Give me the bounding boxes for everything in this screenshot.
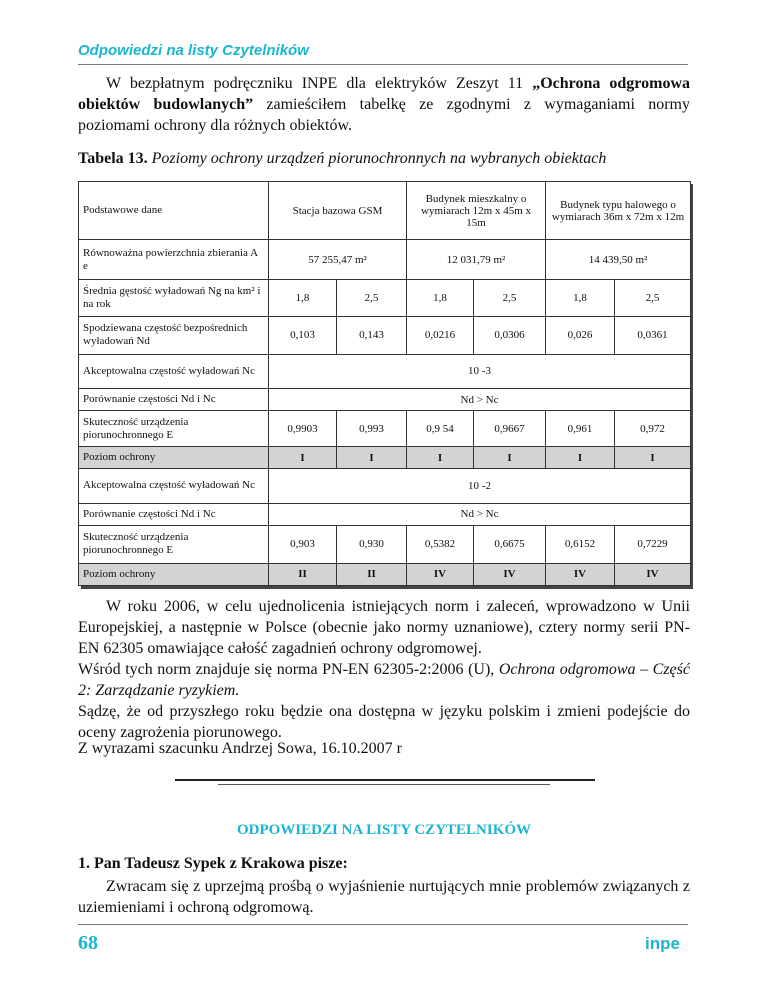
table-cell: 0,9 54 [407,411,474,447]
table-cell: 0,026 [546,316,615,354]
protection-table-wrapper [78,181,690,586]
table-cell: I [474,447,546,469]
table-row [79,280,691,316]
table-cell: 0,903 [269,525,337,563]
row-label: Spodziewana częstość bezpośrednich wyładowań Nd [79,316,269,354]
table-cell: 12 031,79 m² [407,240,546,280]
table-cell: IV [615,563,691,585]
header-col-hall: Budynek typu halowego o wymiarach 36m x 72m x 12m [546,182,691,240]
table-row [79,411,691,447]
row-label: Porównanie częstości Nd i Nc [79,388,269,410]
row-label: Akceptowalna częstość wyładowań Nc [79,354,269,388]
table-cell: 0,5382 [407,525,474,563]
table-cell: 10 -2 [269,469,691,503]
table-cell: 14 439,50 m² [546,240,691,280]
question-body: Zwracam się z uprzejmą prośbą o wyjaśnienie nurtujących mnie problemów związanych z uziemieniami i ochroną odgromową. [78,878,690,916]
table-row-protection-level [79,447,691,469]
table-cell: I [546,447,615,469]
table-cell: 0,6152 [546,525,615,563]
table-cell: 2,5 [474,280,546,316]
section-heading: ODPOWIEDZI NA LISTY CZYTELNIKÓW [236,822,532,838]
logo-text: inpe [645,934,680,952]
table-row [79,316,691,354]
caption-text: Poziomy ochrony urządzeń piorunochronnych na wybranych obiektach [147,150,607,167]
table-cell: 0,0361 [615,316,691,354]
separator-rule [175,779,595,781]
body-text: W roku 2006, w celu ujednolicenia istniejących norm i zaleceń, wprowadzono w Unii Europejskiej, a następnie w Polsce (obecnie jako normy uznaniowe), cztery normy serii PN-EN 62305 omawiające całość zagadnień ochrony odgromowej. [78,598,690,657]
table-cell: 57 255,47 m² [269,240,407,280]
table-cell: IV [546,563,615,585]
table-cell: 0,9667 [474,411,546,447]
row-label: Akceptowalna częstość wyładowań Nc [79,469,269,503]
standard-title: Ochrona odgromowa – Część 2: Zarządzanie ryzykiem. [78,661,690,699]
table-cell: Nd > Nc [269,388,691,410]
table-cell: 2,5 [615,280,691,316]
table-cell: II [337,563,407,585]
header-rule [78,64,688,65]
row-label: Średnia gęstość wyładowań Ng na km² i na rok [79,280,269,316]
table-row [79,388,691,410]
table-cell: IV [474,563,546,585]
page-number: 68 [78,932,98,954]
table-cell: 0,930 [337,525,407,563]
footer-rule [78,924,688,925]
table-cell: 10 -3 [269,354,691,388]
caption-label: Tabela 13. [78,150,148,167]
protection-table [78,181,691,586]
table-cell: 0,961 [546,411,615,447]
separator-rule-thin [218,784,550,785]
row-label: Poziom ochrony [79,563,269,585]
table-cell: 1,8 [546,280,615,316]
table-row-protection-level [79,563,691,585]
table-cell: 0,993 [337,411,407,447]
table-cell: Nd > Nc [269,503,691,525]
body-paragraph [78,596,690,743]
table-cell: I [615,447,691,469]
intro-text-2: zamieściłem tabelkę ze zgodnymi z wymaganiami normy poziomami ochrony dla różnych obiektów. [78,96,690,134]
question-text [78,876,690,918]
table-cell: 0,9903 [269,411,337,447]
table-cell: 2,5 [337,280,407,316]
row-label: Skuteczność urządzenia piorunochronnego E [79,525,269,563]
header-label: Podstawowe dane [79,182,269,240]
inpe-logo [645,934,689,952]
table-cell: 0,143 [337,316,407,354]
question-title: 1. Pan Tadeusz Sypek z Krakowa pisze: [78,855,348,872]
table-row [79,240,691,280]
table-cell: 0,972 [615,411,691,447]
table-row [79,525,691,563]
intro-paragraph [78,73,690,136]
running-header: Odpowiedzi na listy Czytelników [78,42,309,59]
table-cell: II [269,563,337,585]
table-cell: I [407,447,474,469]
table-cell: 0,7229 [615,525,691,563]
body-text: Wśród tych norm znajduje się norma PN-EN 62305-2:2006 (U), [78,661,499,678]
row-label: Poziom ochrony [79,447,269,469]
table-row [79,354,691,388]
table-cell: IV [407,563,474,585]
table-cell: 0,0306 [474,316,546,354]
table-row [79,503,691,525]
table-row [79,469,691,503]
body-text: Sądzę, że od przyszłego roku będzie ona dostępna w języku polskim i zmieni podejście do oceny zagrożenia piorunowego. [78,703,690,741]
table-cell: I [337,447,407,469]
table-cell: I [269,447,337,469]
table-cell: 0,6675 [474,525,546,563]
table-cell: 0,103 [269,316,337,354]
row-label: Równoważna powierzchnia zbierania A e [79,240,269,280]
row-label: Porównanie częstości Nd i Nc [79,503,269,525]
table-cell: 1,8 [269,280,337,316]
row-label: Skuteczność urządzenia piorunochronnego E [79,411,269,447]
table-cell: 0,0216 [407,316,474,354]
header-col-gsm: Stacja bazowa GSM [269,182,407,240]
table-header-row [79,182,691,240]
signature: Z wyrazami szacunku Andrzej Sowa, 16.10.2007 r [78,740,402,757]
table-caption [78,150,606,168]
intro-book-title: „Ochrona odgromowa obiektów budowlanych” [78,75,691,113]
intro-text: W bezpłatnym podręczniku INPE dla elektryków Zeszyt 11 [106,75,533,92]
header-col-residential: Budynek mieszkalny o wymiarach 12m x 45m x 15m [407,182,546,240]
table-cell: 1,8 [407,280,474,316]
